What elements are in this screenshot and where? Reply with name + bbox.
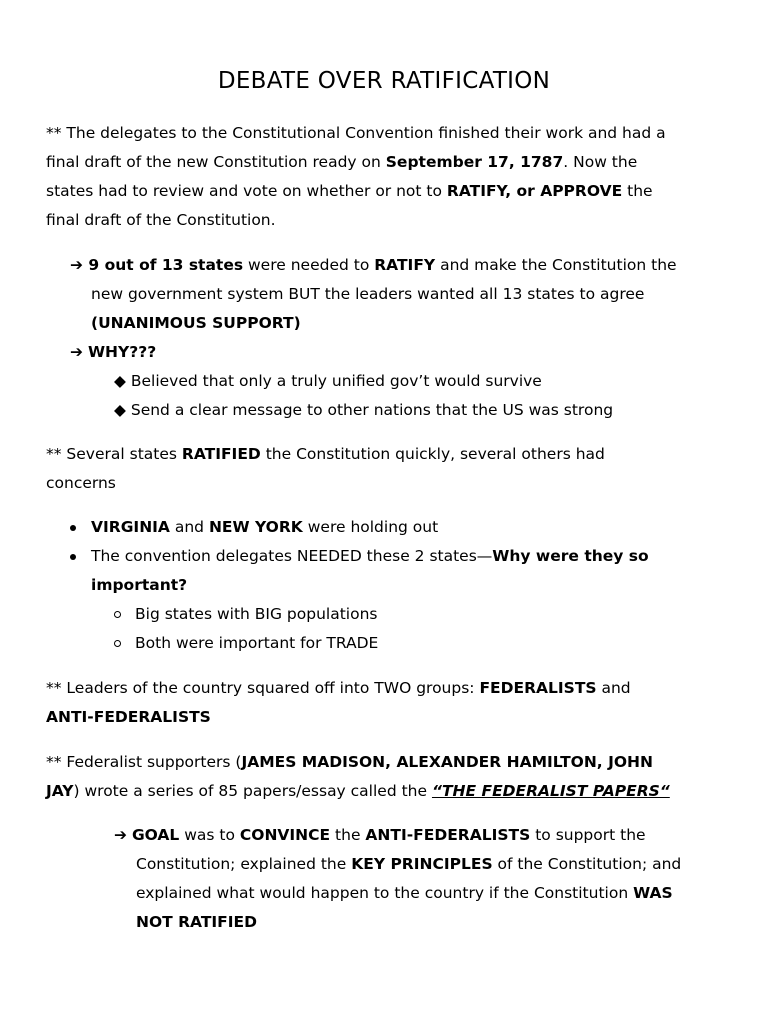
key-principles-bold: KEY PRINCIPLES	[351, 855, 493, 873]
text: were needed to	[243, 256, 375, 274]
names-bold: JAMES MADISON, ALEXANDER HAMILTON, JOHN	[241, 753, 653, 771]
sub-bullet-2	[114, 633, 378, 653]
arrow-icon: ➔	[114, 826, 127, 844]
bullet-dot-icon	[70, 554, 76, 560]
diamond-item-1	[114, 371, 542, 391]
was-bold: WAS	[633, 884, 673, 902]
bullet-item-2-line-2	[91, 575, 187, 595]
states-bold: 9 out of 13 states	[83, 256, 244, 274]
text: and	[169, 518, 209, 536]
paragraph-1-line-4: final draft of the Constitution.	[46, 211, 276, 229]
diamond-icon: ◆	[114, 372, 126, 390]
paragraph-3-line-1	[46, 678, 631, 698]
date-bold: September 17, 1787	[385, 153, 564, 171]
text: . Now the	[563, 153, 638, 171]
text: Constitution; explained the	[136, 855, 352, 873]
arrow-item-2	[70, 342, 156, 362]
paragraph-3-line-2	[46, 707, 211, 727]
circle-bullet-icon	[114, 640, 121, 647]
arrow-item-1-line-1	[70, 255, 677, 275]
text: the	[330, 826, 366, 844]
bullet-item-1	[70, 517, 438, 537]
arrow-item-1-line-2: new government system BUT the leaders wanted all 13 states to agree	[91, 285, 645, 303]
unanimous-bold: (UNANIMOUS SUPPORT)	[91, 314, 301, 332]
text: The convention delegates NEEDED these 2 states—	[91, 547, 493, 565]
arrow-icon: ➔	[70, 256, 83, 274]
page-title: DEBATE OVER RATIFICATION	[217, 68, 551, 94]
anti-federalists-bold: ANTI-FEDERALISTS	[365, 826, 531, 844]
paragraph-2-line-2: concerns	[46, 474, 116, 492]
anti-federalists-bold: ANTI-FEDERALISTS	[46, 708, 211, 726]
text: were holding out	[302, 518, 439, 536]
paragraph-1-line-2	[46, 152, 637, 172]
convince-bold: CONVINCE	[239, 826, 331, 844]
text: Both were important for TRADE	[135, 634, 379, 652]
why-bold: WHY???	[87, 343, 157, 361]
federalist-papers-title: “THE FEDERALIST PAPERS“	[431, 782, 670, 800]
ratify-bold: RATIFY	[374, 256, 436, 274]
arrow-item-3-line-3	[136, 883, 673, 903]
text: the	[622, 182, 653, 200]
paragraph-4-line-2	[46, 781, 670, 801]
diamond-item-2	[114, 400, 613, 420]
arrow-item-3-line-2	[136, 854, 681, 874]
text: explained what would happen to the country if the Constitution	[136, 884, 634, 902]
text: ** Several states	[46, 445, 182, 463]
jay-bold: JAY	[46, 782, 74, 800]
goal-bold: GOAL	[131, 826, 180, 844]
text: Believed that only a truly unified gov’t would survive	[130, 372, 542, 390]
text: was to	[179, 826, 240, 844]
text: to support the	[530, 826, 646, 844]
text: and	[596, 679, 631, 697]
arrow-icon: ➔	[70, 343, 83, 361]
text: ** Leaders of the country squared off into TWO groups:	[46, 679, 480, 697]
not-ratified-bold: NOT RATIFIED	[136, 913, 257, 931]
text: ) wrote a series of 85 papers/essay called the	[73, 782, 432, 800]
important-bold: important?	[91, 576, 188, 594]
virginia-bold: VIRGINIA	[91, 518, 170, 536]
ratified-bold: RATIFIED	[181, 445, 261, 463]
text: Send a clear message to other nations that the US was strong	[130, 401, 614, 419]
text: final draft of the new Constitution ready on	[46, 153, 386, 171]
text: states had to review and vote on whether or not to	[46, 182, 447, 200]
sub-bullet-1	[114, 604, 377, 624]
text: the Constitution quickly, several others had	[260, 445, 605, 463]
paragraph-1-line-1: ** The delegates to the Constitutional Convention finished their work and had a	[46, 124, 666, 142]
bullet-dot-icon	[70, 525, 76, 531]
text: ** Federalist supporters (	[46, 753, 242, 771]
bullet-item-2-line-1	[70, 546, 649, 566]
ratify-bold: RATIFY, or APPROVE	[446, 182, 623, 200]
text: and make the Constitution the	[435, 256, 677, 274]
paragraph-1-line-3	[46, 181, 653, 201]
text: Big states with BIG populations	[135, 605, 378, 623]
federalists-bold: FEDERALISTS	[479, 679, 597, 697]
paragraph-2-line-1	[46, 444, 605, 464]
text: of the Constitution; and	[492, 855, 682, 873]
circle-bullet-icon	[114, 611, 121, 618]
paragraph-4-line-1	[46, 752, 653, 772]
diamond-icon: ◆	[114, 401, 126, 419]
arrow-item-3-line-4	[136, 912, 257, 932]
arrow-item-1-line-3	[91, 313, 301, 333]
arrow-item-3-line-1	[114, 825, 646, 845]
new-york-bold: NEW YORK	[208, 518, 303, 536]
why-important-bold: Why were they so	[492, 547, 649, 565]
